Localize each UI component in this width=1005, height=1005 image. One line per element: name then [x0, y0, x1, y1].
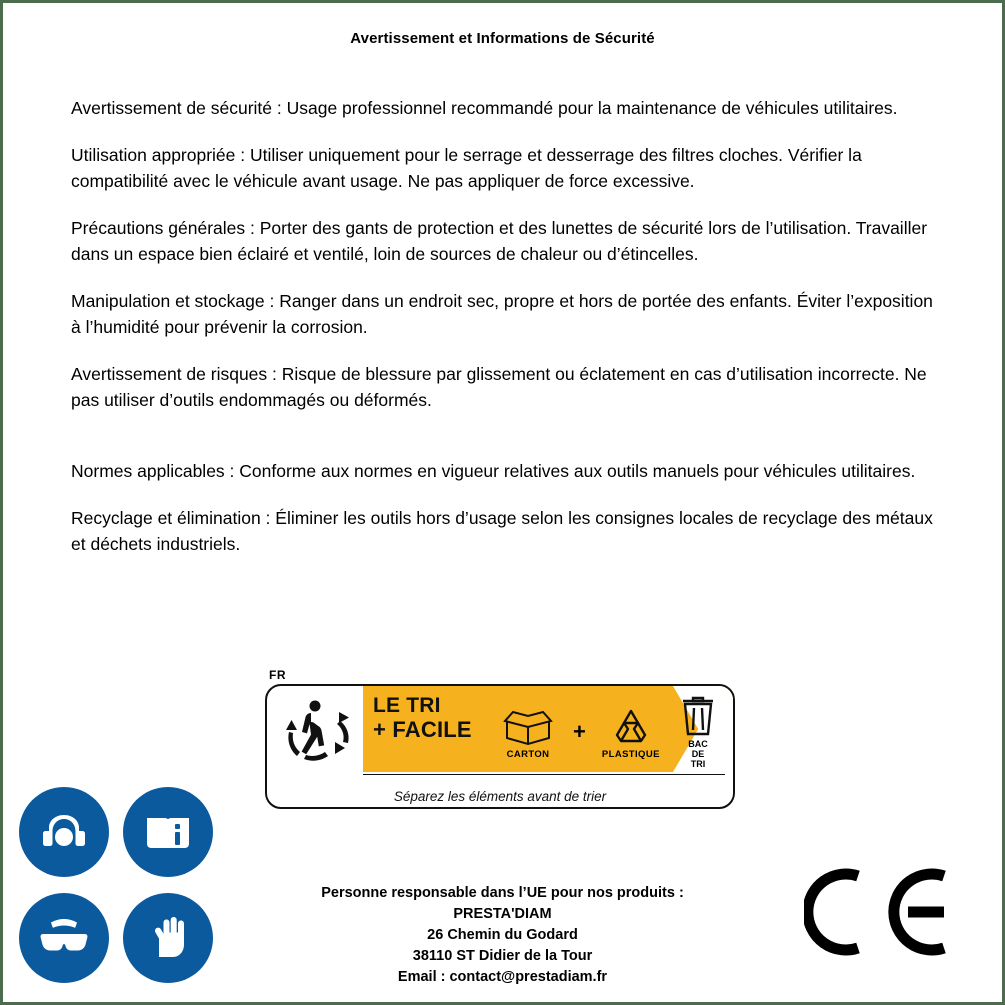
- carton-box-icon: [499, 705, 557, 747]
- paragraph-text: Conforme aux normes en vigueur relatives aux outils manuels pour véhicules utilitaires.: [239, 460, 916, 481]
- tri-footer-text: Séparez les éléments avant de trier: [393, 789, 607, 804]
- carton-label: CARTON: [506, 748, 550, 760]
- paragraph: [71, 458, 944, 484]
- recycling-sorting-label: [265, 668, 735, 809]
- tri-facile-text: [373, 694, 483, 742]
- tri-line-2: + FACILE: [373, 717, 472, 742]
- ear-protection-icon: [19, 787, 109, 877]
- recycle-triangle-icon: [604, 705, 658, 747]
- responsible-person-block: [3, 883, 1002, 988]
- bin-label: [688, 739, 708, 769]
- paragraph-lead: Manipulation et stockage :: [71, 290, 280, 311]
- paragraph-text: Ranger dans un endroit sec, propre et hors de portée des enfants. Éviter l’exposition à l’humidité pour prévenir la corrosion.: [71, 290, 933, 337]
- paragraph-text: Éliminer les outils hors d’usage selon les consignes locales de recyclage des métaux et déchets industriels.: [71, 507, 933, 554]
- responsible-company: PRESTA'DIAM: [453, 906, 552, 922]
- paragraph: [71, 142, 944, 194]
- plastique-label: PLASTIQUE: [601, 748, 660, 760]
- paragraph: [71, 215, 944, 267]
- paragraph: [71, 505, 944, 557]
- paragraph-lead: Avertissement de sécurité :: [71, 97, 287, 118]
- paragraph-lead: Utilisation appropriée :: [71, 144, 250, 165]
- paragraph: [71, 361, 944, 413]
- triman-icon: [277, 692, 361, 768]
- bin-line-3: TRI: [690, 758, 706, 769]
- responsible-heading: Personne responsable dans l’UE pour nos produits :: [321, 885, 684, 901]
- tri-line-1: LE TRI: [373, 694, 441, 717]
- paragraph-lead: Normes applicables :: [71, 460, 240, 481]
- bin-line-2: DE: [691, 748, 705, 759]
- paragraph-lead: Avertissement de risques :: [71, 363, 282, 384]
- footer-graphics: [3, 668, 1002, 1002]
- paragraph-text: Usage professionnel recommandé pour la maintenance de véhicules utilitaires.: [286, 97, 898, 118]
- paragraph-lead: Recyclage et élimination :: [71, 507, 276, 528]
- paragraph-text: Utiliser uniquement pour le serrage et desserrage des filtres cloches. Vérifier la compatibilité avec le véhicule avant usage. Ne pas appliquer de force excessive.: [71, 144, 862, 191]
- responsible-address-line-1: 26 Chemin du Godard: [427, 927, 578, 943]
- responsible-email: Email : contact@prestadiam.fr: [397, 969, 608, 985]
- paragraph-text: Porter des gants de protection et des lunettes de sécurité lors de l’utilisation. Travailler dans un espace bien éclairé et ventilé, loin de sources de chaleur ou d’étincelles.: [71, 217, 928, 264]
- paragraph: [71, 95, 944, 121]
- plus-sign: +: [573, 719, 586, 744]
- country-code-label: FR: [269, 668, 286, 682]
- plastic-item: [592, 705, 670, 760]
- carton-item: [489, 705, 567, 760]
- paragraph-text: Risque de blessure par glissement ou éclatement en cas d’utilisation incorrecte. Ne pas utiliser d’outils endommagés ou déformés.: [71, 363, 927, 410]
- sorting-bin-icon: [669, 690, 727, 770]
- safety-text-body: [71, 47, 944, 557]
- paragraph: [71, 288, 944, 340]
- bin-line-1: BAC: [688, 738, 708, 749]
- responsible-address-line-2: 38110 ST Didier de la Tour: [412, 948, 593, 964]
- read-manual-icon: [123, 787, 213, 877]
- page-title: Avertissement et Informations de Sécurité: [350, 30, 655, 47]
- paragraph-lead: Précautions générales :: [71, 217, 260, 238]
